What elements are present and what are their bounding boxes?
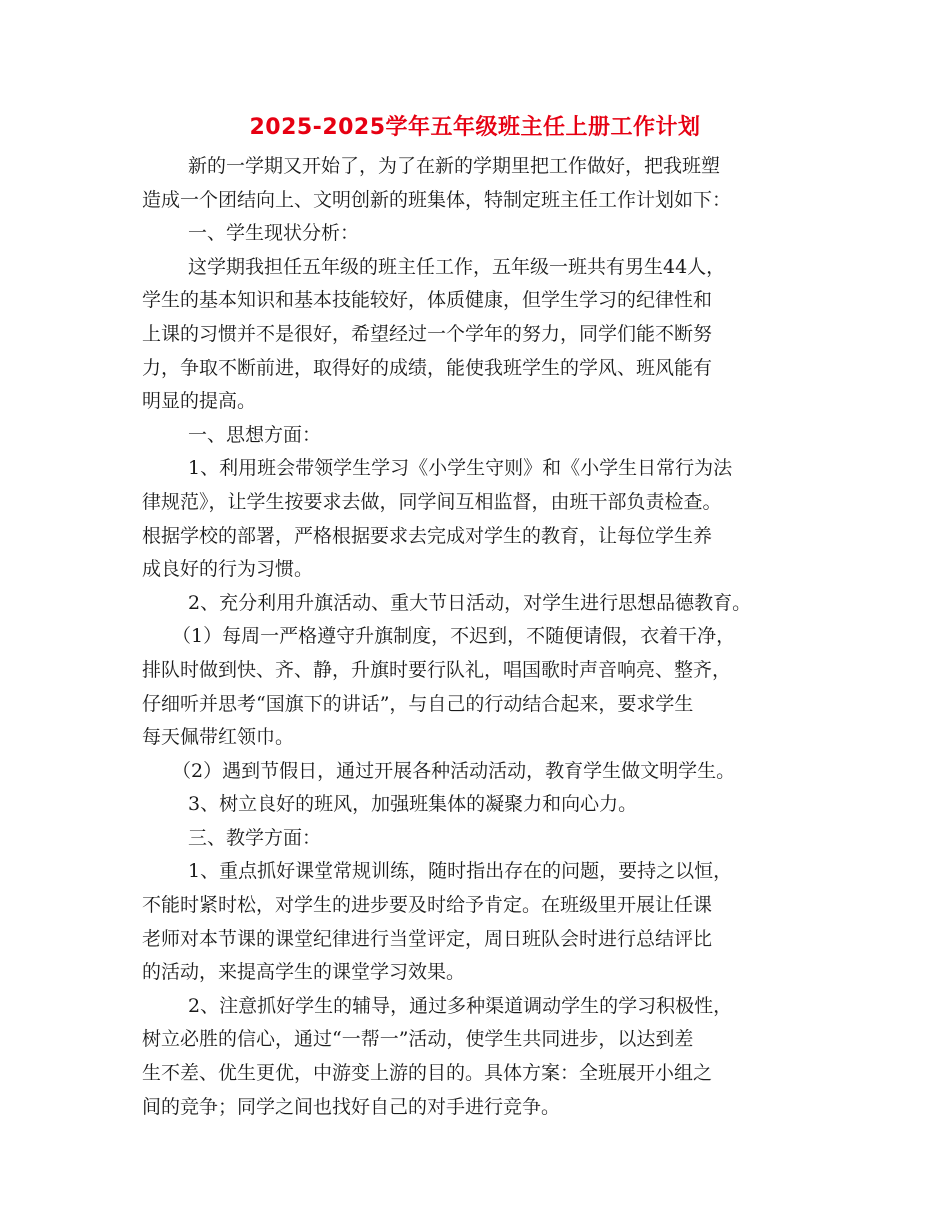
text-line: 一、学生现状分析： bbox=[188, 222, 360, 245]
text-line: 新的一学期又开始了，为了在新的学期里把工作做好，把我班塑 bbox=[188, 155, 721, 177]
text-line: 的活动，来提高学生的课堂学习效果。 bbox=[142, 961, 466, 984]
text-line: 律规范》，让学生按要求去做，同学间互相监督，由班干部负责检查。 bbox=[142, 490, 722, 513]
text-line: 间的竞争；同学之间也找好自己的对手进行竞争。 bbox=[142, 1095, 561, 1118]
text-line: 不能时紧时松，对学生的进步要及时给予肯定。在班级里开展让任课 bbox=[142, 894, 713, 917]
text-line: 仔细听并思考“国旗下的讲话”，与自己的行动结合起来，要求学生 bbox=[142, 692, 694, 715]
text-line: 生不差、优生更优，中游变上游的目的。具体方案：全班展开小组之 bbox=[142, 1062, 713, 1085]
text-line: 2、充分利用升旗活动、重大节日活动，对学生进行思想品德教育。 bbox=[188, 591, 752, 614]
text-line: 1、重点抓好课堂常规训练，随时指出存在的问题，要持之以恒， bbox=[188, 860, 733, 883]
text-line: 每天佩带红领巾。 bbox=[142, 726, 295, 749]
text-line: （1）每周一严格遵守升旗制度，不迟到，不随便请假，衣着干净， bbox=[172, 625, 736, 648]
document-body bbox=[142, 150, 832, 1124]
text-line: 这学期我担任五年级的班主任工作，五年级一班共有男生44人， bbox=[188, 255, 726, 278]
text-line: 老师对本节课的课堂纪律进行当堂评定，周日班队会时进行总结评比 bbox=[142, 927, 713, 950]
text-line: 树立必胜的信心，通过“一帮一”活动，使学生共同进步，以达到差 bbox=[142, 1028, 694, 1051]
text-line: 力，争取不断前进，取得好的成绩，能使我班学生的学风、班风能有 bbox=[142, 356, 713, 379]
text-line: 造成一个团结向上、文明创新的班集体，特制定班主任工作计划如下： bbox=[142, 188, 732, 211]
text-line: 上课的习惯并不是很好，希望经过一个学年的努力，同学们能不断努 bbox=[142, 322, 713, 345]
text-line: 一、思想方面： bbox=[188, 423, 322, 446]
text-line: 学生的基本知识和基本技能较好，体质健康，但学生学习的纪律性和 bbox=[142, 289, 713, 312]
text-line: 1、利用班会带领学生学习《小学生守则》和《小学生日常行为法 bbox=[188, 457, 733, 480]
text-line: 三、教学方面： bbox=[188, 826, 322, 849]
document-title: 2025-2025学年五年级班主任上册工作计划 bbox=[249, 115, 701, 140]
text-line: 3、树立良好的班风，加强班集体的凝聚力和向心力。 bbox=[188, 793, 638, 816]
text-line: 排队时做到快、齐、静，升旗时要行队礼，唱国歌时声音响亮、整齐， bbox=[142, 658, 732, 681]
text-line: 2、注意抓好学生的辅导，通过多种渠道调动学生的学习积极性， bbox=[188, 994, 733, 1017]
text-line: 根据学校的部署，严格根据要求去完成对学生的教育，让每位学生养 bbox=[142, 524, 713, 547]
text-line: 成良好的行为习惯。 bbox=[142, 558, 314, 581]
text-line: 明显的提高。 bbox=[142, 390, 257, 413]
text-line: （2）遇到节假日，通过开展各种活动活动，教育学生做文明学生。 bbox=[172, 759, 736, 782]
